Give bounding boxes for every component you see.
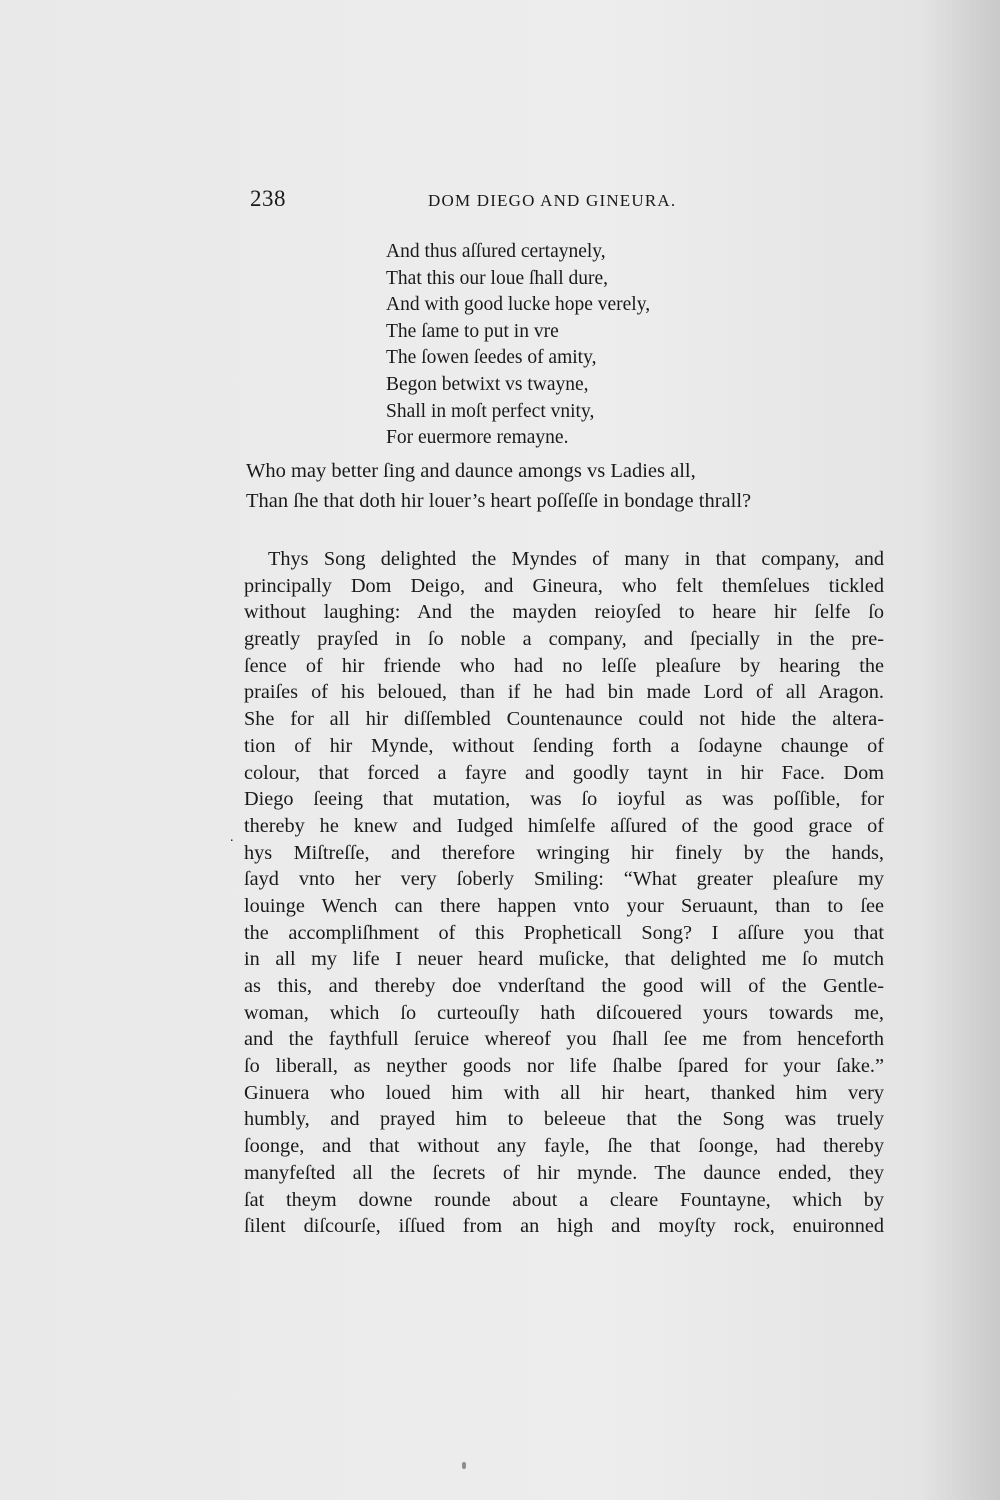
prose-paragraph	[244, 546, 884, 1240]
poem-line: And with good lucke hope verely,	[386, 294, 651, 316]
poem-line: The ſame to put in vre	[386, 320, 559, 342]
prose-line: ſence of hir friende who had no leſſe pleaſure by hearing the	[244, 654, 884, 677]
prose-line: woman, which ſo curteouſly hath diſcouered yours towards me,	[244, 1001, 884, 1024]
poem-refrain	[246, 456, 886, 516]
prose-line: She for all hir diſſembled Countenaunce could not hide the altera-	[244, 708, 884, 731]
page-header	[250, 186, 886, 218]
refrain-line: Than ſhe that doth hir louer’s heart poſſeſſe in bondage thrall?	[246, 490, 752, 512]
poem-line: Shall in moſt perfect vnity,	[386, 400, 595, 422]
ink-smudge	[462, 1462, 466, 1469]
margin-dot: .	[230, 830, 234, 845]
prose-line: without laughing: And the mayden reioyſed to heare hir ſelfe ſo	[244, 601, 884, 624]
prose-line: praiſes of his beloued, than if he had bin made Lord of all Aragon.	[244, 681, 884, 704]
poem-line: That this our loue ſhall dure,	[386, 267, 609, 289]
running-title: DOM DIEGO AND GINEURA.	[428, 191, 677, 210]
poem-line: For euermore remayne.	[386, 427, 569, 449]
prose-line: manyfeſted all the ſecrets of hir mynde. The daunce ended, they	[244, 1161, 884, 1184]
refrain-line: Who may better ſing and daunce amongs vs Ladies all,	[246, 460, 696, 482]
prose-line: Thys Song delighted the Myndes of many in that company, and	[268, 548, 884, 570]
prose-line: ſayd vnto her very ſoberly Smiling: “What greater pleaſure my	[244, 868, 884, 891]
prose-line: as this, and thereby doe vnderſtand the good will of the Gentle-	[244, 975, 884, 997]
prose-line: ſat theym downe rounde about a cleare Fountayne, which by	[244, 1188, 884, 1211]
poem-line: The ſowen ſeedes of amity,	[386, 347, 597, 369]
prose-line: thereby he knew and Iudged himſelfe aſſured of the good grace of	[244, 814, 884, 837]
poem-line: Begon betwixt vs twayne,	[386, 373, 589, 395]
prose-line: in all my life I neuer heard muſicke, that delighted me ſo mutch	[244, 948, 884, 971]
prose-line: humbly, and prayed him to beleeue that the Song was truely	[244, 1108, 884, 1131]
prose-line: and the faythfull ſeruice whereof you ſhall ſee me from henceforth	[244, 1028, 884, 1051]
page-number: 238	[250, 186, 286, 211]
prose-line: ſoonge, and that without any fayle, ſhe that ſoonge, had thereby	[244, 1135, 884, 1158]
prose-line: colour, that forced a fayre and goodly taynt in hir Face. Dom	[244, 761, 884, 784]
prose-line: the accompliſhment of this Propheticall Song? I aſſure you that	[244, 921, 884, 944]
prose-line: greatly prayſed in ſo noble a company, and ſpecially in the pre-	[244, 628, 884, 651]
prose-line: louinge Wench can there happen vnto your Seruaunt, than to ſee	[244, 894, 884, 917]
poem-line: And thus aſſured certaynely,	[386, 241, 606, 262]
prose-line: hys Miſtreſſe, and therefore wringing hir finely by the hands,	[244, 841, 884, 864]
prose-line: tion of hir Mynde, without ſending forth a ſodayne chaunge of	[244, 734, 884, 757]
prose-line: Ginuera who loued him with all hir heart, thanked him very	[244, 1081, 884, 1104]
prose-line: Diego ſeeing that mutation, was ſo ioyful as was poſſible, for	[244, 788, 884, 811]
poem-stanza	[386, 239, 806, 452]
prose-line: ſo liberall, as neyther goods nor life ſhalbe ſpared for your ſake.”	[244, 1055, 884, 1078]
prose-line: principally Dom Deigo, and Gineura, who felt themſelues tickled	[244, 574, 884, 597]
prose-line: ſilent diſcourſe, iſſued from an high and moyſty rock, enuironned	[244, 1215, 884, 1238]
